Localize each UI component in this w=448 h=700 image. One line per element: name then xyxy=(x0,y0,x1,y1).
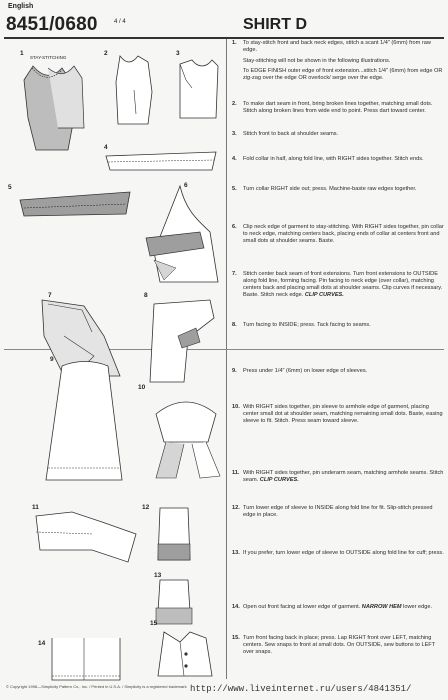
figure-2-illustration xyxy=(112,52,160,128)
figure-number-9: 9 xyxy=(50,356,54,363)
step-text: Fold collar in half, along fold line, with RIGHT sides together. Stitch ends. xyxy=(243,156,424,162)
step-emphasis: CLIP CURVES. xyxy=(259,476,299,483)
figure-10-illustration xyxy=(146,394,224,482)
step-number: 1. xyxy=(232,40,237,46)
step-text: To EDGE FINISH outer edge of front extension...stitch 1/4" (6mm) from edge OR zig-zag over the edge OR overlock/ serge over the edge. xyxy=(243,68,443,81)
figure-11-illustration xyxy=(32,510,142,566)
figure-1-illustration xyxy=(18,58,88,154)
step-text: Open out front facing at lower edge of garment. xyxy=(243,604,361,610)
figure-13-illustration xyxy=(154,578,194,630)
step-number: 8. xyxy=(232,322,237,328)
step-1-note xyxy=(232,58,444,65)
step-text: Stitch center back seam of front extensions. Turn front extensions to OUTSIDE along fold line, forming facing. Pin facing to neck edge (over collar), matching centers back and placing small dots at shoulder seams. Clip curves if necessary. Baste. Stitch neck edge. xyxy=(243,271,443,298)
step-text: Stitch front to back at shoulder seams. xyxy=(243,131,339,137)
figure-number-6: 6 xyxy=(184,182,188,189)
figure-8-illustration xyxy=(144,298,224,384)
step-number: 3. xyxy=(232,131,237,137)
column-divider xyxy=(226,39,227,679)
illustrations-column xyxy=(4,40,226,680)
step-text: To make dart seam in front, bring broken lines together, matching small dots. Stitch along broken lines from wide end to point. Press dart toward center. xyxy=(243,101,433,114)
step-11 xyxy=(232,470,444,484)
stay-stitching-label: STAY-STITCHING xyxy=(30,55,67,60)
figure-number-3: 3 xyxy=(176,50,180,57)
page-title: SHIRT D xyxy=(243,16,307,33)
step-emphasis: NARROW HEM xyxy=(361,604,402,610)
step-number: 13. xyxy=(232,550,240,556)
step-7 xyxy=(232,271,444,299)
language-label: English xyxy=(8,3,34,10)
figure-number-2: 2 xyxy=(104,50,108,57)
figure-number-1: 1 xyxy=(20,50,24,57)
step-number: 2. xyxy=(232,101,237,107)
figure-number-13: 13 xyxy=(154,572,162,579)
step-text: Turn facing to INSIDE; press. Tack facing to seams. xyxy=(243,322,371,328)
step-14 xyxy=(232,604,444,611)
step-8 xyxy=(232,322,444,329)
step-text: To stay-stitch front and back neck edges, stitch a scant 1/4" (6mm) from raw edge. xyxy=(243,40,431,53)
step-text: Clip neck edge of garment to stay-stitching. With RIGHT sides together, pin collar to neck edge, matching centers back, placing ends of collar at centers front and small dots at shoulder seams. Baste. xyxy=(243,224,444,244)
step-number: 4. xyxy=(232,156,237,162)
step-1 xyxy=(232,40,444,54)
step-10 xyxy=(232,404,444,425)
step-number: 10. xyxy=(232,404,240,410)
figure-number-4: 4 xyxy=(104,144,108,151)
step-9 xyxy=(232,368,444,375)
step-emphasis: CLIP CURVES. xyxy=(304,291,344,298)
figure-number-12: 12 xyxy=(142,504,150,511)
figure-number-7: 7 xyxy=(48,292,52,299)
step-1-edge-finish xyxy=(232,68,444,82)
step-text: Press under 1/4" (6mm) on lower edge of sleeves. xyxy=(243,368,368,374)
step-number: 11. xyxy=(232,470,240,476)
step-number: 5. xyxy=(232,186,237,192)
step-3 xyxy=(232,131,444,138)
step-number: 6. xyxy=(232,224,237,230)
step-6 xyxy=(232,224,444,245)
figure-15-illustration xyxy=(150,628,220,680)
step-text: Turn front facing back in place; press. Lap RIGHT front over LEFT, matching centers. Sew snaps to front at small dots. On OUTSIDE, sew buttons to LEFT over snaps. xyxy=(243,635,436,655)
step-text: Turn collar RIGHT side out; press. Machine-baste raw edges together. xyxy=(243,186,417,192)
figure-14-illustration xyxy=(48,636,124,686)
step-13 xyxy=(232,550,444,557)
figure-number-14: 14 xyxy=(38,640,46,647)
figure-number-15: 15 xyxy=(150,620,158,627)
step-number: 7. xyxy=(232,271,237,277)
figure-6-illustration xyxy=(140,182,228,286)
figure-number-8: 8 xyxy=(144,292,148,299)
step-12 xyxy=(232,505,444,519)
step-text: Stay-stitching will not be shown in the following illustrations. xyxy=(243,58,391,64)
step-text: With RIGHT sides together, pin underarm seam, matching armhole seams. Stitch seam. xyxy=(243,470,444,483)
pattern-number: 8451/0680 xyxy=(6,14,98,35)
step-number: 15. xyxy=(232,635,240,641)
step-text-continued: lower edge. xyxy=(403,604,433,610)
step-5 xyxy=(232,186,444,193)
figure-number-5: 5 xyxy=(8,184,12,191)
watermark-url: http://www.liveinternet.ru/users/4841351/ xyxy=(190,684,412,694)
step-text: If you prefer, turn lower edge of sleeve to OUTSIDE along fold line for cuff; press. xyxy=(243,550,444,556)
header-rule xyxy=(4,37,444,39)
figure-number-10: 10 xyxy=(138,384,146,391)
step-number: 14. xyxy=(232,604,240,610)
figure-3-illustration xyxy=(174,58,222,124)
figure-5-illustration xyxy=(18,190,136,220)
step-number: 9. xyxy=(232,368,237,374)
figure-number-11: 11 xyxy=(32,504,39,511)
step-2 xyxy=(232,101,444,115)
figure-4-illustration xyxy=(104,150,220,174)
figure-12-illustration xyxy=(154,506,194,566)
step-number: 12. xyxy=(232,505,240,511)
step-15 xyxy=(232,635,444,656)
step-text: With RIGHT sides together, pin sleeve to armhole edge of garment, placing center small dot at shoulder seam, matching remaining small dots. Baste, easing sleeve to fit. Stitch. Press seam toward sleeve. xyxy=(243,404,443,424)
figure-9-illustration xyxy=(42,360,128,486)
step-text: Turn lower edge of sleeve to INSIDE along fold line for fit. Slip-stitch pressed edge in place. xyxy=(243,505,433,518)
step-4 xyxy=(232,156,444,163)
page-counter: 4 / 4 xyxy=(114,19,126,25)
copyright-footer: © Copyright 1996—Simplicity Pattern Co., Inc. / Printed in U.S.A. / Simplicity is a registered trademark xyxy=(6,684,187,689)
